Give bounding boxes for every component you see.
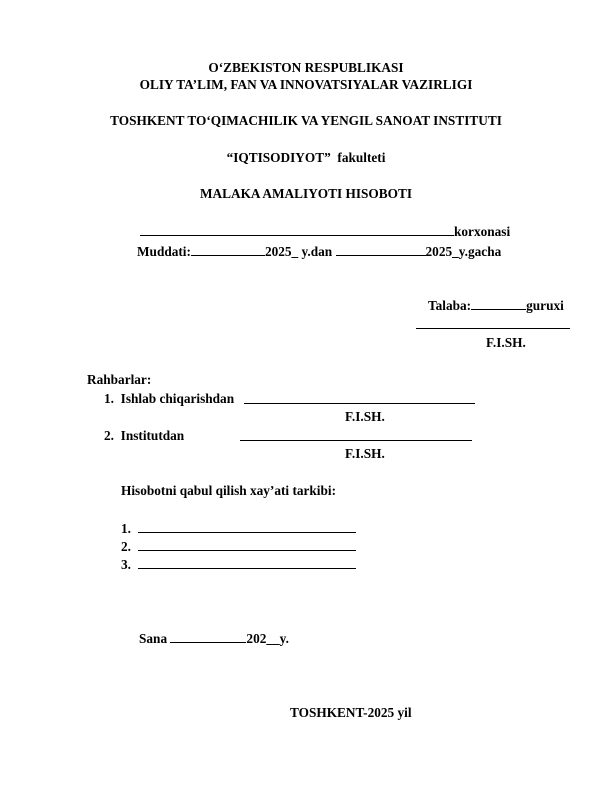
student-line: [428, 297, 564, 314]
duration-to-year: 2025_y.gacha: [425, 244, 502, 259]
enterprise-suffix: korxonasi: [454, 224, 511, 239]
ministry-heading: OLIY TA’LIM, FAN VA INNOVATSIYALAR VAZIRLIGI: [139, 77, 473, 92]
institute-heading: TOSHKENT TO‘QIMACHILIK VA YENGIL SANOAT INSTITUTI: [110, 113, 502, 128]
date-year: 202__y.: [246, 631, 289, 646]
duration-label: Muddati:: [137, 244, 191, 259]
student-group-suffix: guruxi: [526, 298, 564, 313]
commission-item-3: [121, 556, 356, 573]
commission-item-1: [121, 520, 356, 537]
commission-blank[interactable]: [138, 538, 356, 551]
duration-from-blank[interactable]: [191, 243, 265, 256]
student-group-blank[interactable]: [471, 297, 526, 310]
duration-to-blank[interactable]: [336, 243, 426, 256]
country-heading: O‘ZBEKISTON RESPUBLIKASI: [208, 60, 404, 75]
commission-number: 3.: [121, 557, 131, 572]
commission-blank[interactable]: [138, 520, 356, 533]
faculty-suffix: fakulteti: [337, 150, 386, 165]
supervisor-number: 1.: [104, 391, 114, 406]
student-name-line: [416, 316, 570, 333]
supervisor-item-2: [104, 428, 184, 444]
duration-from-year: 2025_ y.dan: [264, 244, 333, 259]
faculty-name: “IQTISODIYOT”: [226, 150, 331, 165]
supervisors-heading: Rahbarlar:: [87, 372, 152, 387]
supervisor-label: Ishlab chiqarishdan: [120, 391, 235, 406]
date-blank[interactable]: [170, 630, 246, 643]
faculty-line: [0, 150, 612, 166]
commission-number: 2.: [121, 539, 131, 554]
date-label: Sana: [139, 631, 168, 646]
supervisor-2-line: [240, 428, 472, 445]
commission-blank[interactable]: [138, 556, 356, 569]
footer-city-year: TOSHKENT-2025 yil: [290, 705, 412, 720]
commission-heading: Hisobotni qabul qilish xay’ati tarkibi:: [121, 483, 337, 498]
supervisor-label: Institutdan: [120, 428, 185, 443]
supervisor-1-caption: F.I.SH.: [345, 409, 385, 424]
supervisor-2-blank[interactable]: [240, 428, 472, 441]
enterprise-line: [140, 223, 510, 240]
commission-item-2: [121, 538, 356, 555]
supervisor-item-1: [104, 391, 234, 407]
student-name-caption: F.I.SH.: [486, 335, 526, 350]
student-label: Talaba:: [428, 298, 472, 313]
duration-line: [137, 243, 501, 260]
supervisor-1-line: [244, 391, 475, 408]
enterprise-blank[interactable]: [140, 223, 454, 236]
supervisor-number: 2.: [104, 428, 114, 443]
date-line: [139, 630, 289, 647]
supervisor-2-caption: F.I.SH.: [345, 446, 385, 461]
student-name-blank[interactable]: [416, 316, 570, 329]
supervisor-1-blank[interactable]: [244, 391, 475, 404]
commission-number: 1.: [121, 521, 131, 536]
report-title: MALAKA AMALIYOTI HISOBOTI: [199, 186, 413, 201]
